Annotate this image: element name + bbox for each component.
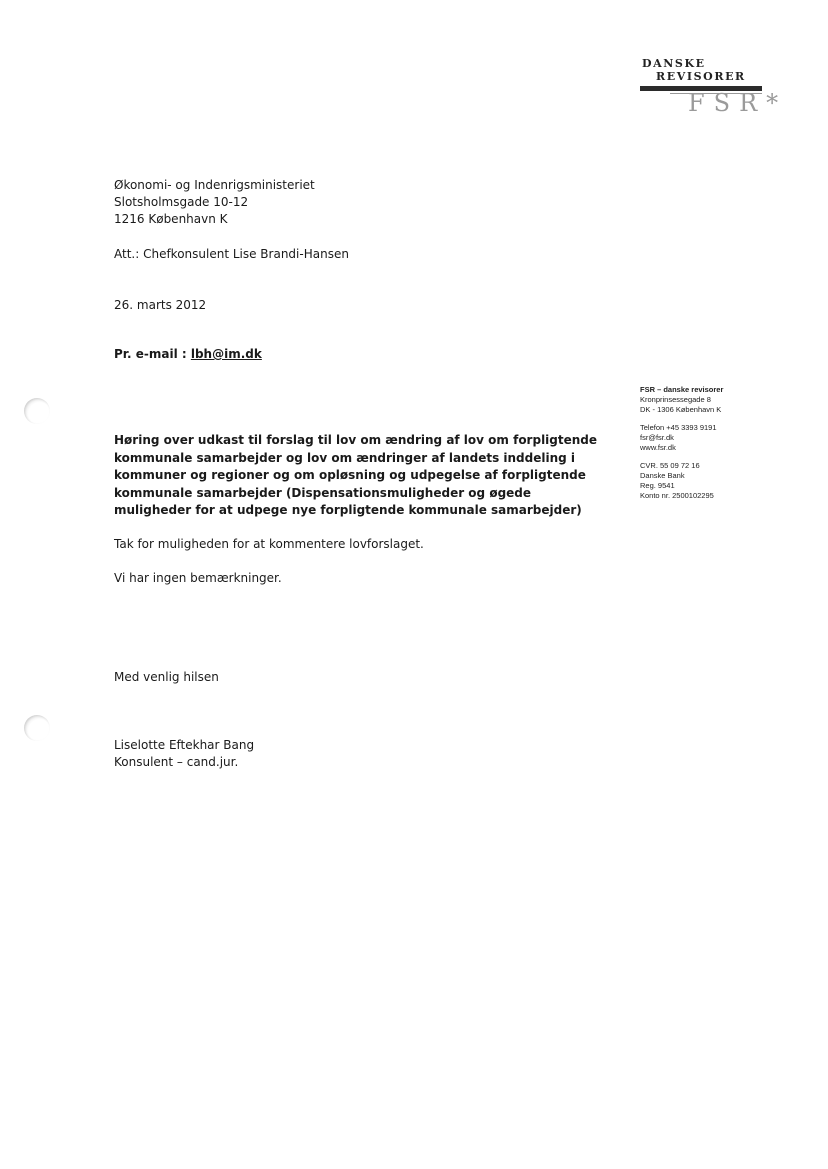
sidebar-account: Konto nr. 2500102295	[640, 491, 714, 500]
sidebar-bank-name: Danske Bank	[640, 471, 685, 480]
sidebar-letterhead	[640, 385, 723, 501]
sidebar-spacer	[640, 453, 723, 461]
subject-line: kommunale samarbejder og lov om ændringer af landets inddeling i	[114, 450, 576, 465]
sidebar-address-line: Kronprinsessegade 8	[640, 395, 711, 404]
attention-line: Att.: Chefkonsulent Lise Brandi-Hansen	[114, 247, 349, 261]
sidebar-cvr: CVR. 55 09 72 16	[640, 461, 700, 470]
logo-text-danske: DANSKE	[642, 57, 706, 70]
sidebar-email[interactable]: fsr@fsr.dk	[640, 433, 674, 442]
sidebar-spacer	[640, 415, 723, 423]
letter-date: 26. marts 2012	[114, 298, 207, 312]
sidebar-website[interactable]: www.fsr.dk	[640, 443, 676, 452]
email-prefix: Pr. e-mail :	[114, 347, 191, 361]
logo-fsr-mark: FSR*	[688, 89, 788, 117]
signature-title: Konsulent – cand.jur.	[114, 755, 239, 769]
email-line	[114, 346, 262, 363]
subject-line: kommuner og regioner og om opløsning og udpegelse af forpligtende	[114, 468, 586, 482]
subject-line: muligheder for at udpege nye forpligtende kommunale samarbejder)	[114, 503, 582, 517]
body-paragraph-2: Vi har ingen bemærkninger.	[114, 571, 282, 585]
sidebar-reg: Reg. 9541	[640, 481, 675, 490]
signature-name: Liselotte Eftekhar Bang	[114, 738, 255, 752]
sidebar-address-line: DK - 1306 København K	[640, 405, 722, 414]
recipient-line: Slotsholmsgade 10-12	[114, 195, 249, 209]
logo-text-revisorer: REVISORER	[656, 70, 746, 83]
punch-hole-bottom	[24, 715, 50, 741]
sidebar-phone: Telefon +45 3393 9191	[640, 423, 717, 432]
recipient-line: Økonomi- og Indenrigsministeriet	[114, 178, 315, 192]
subject-heading	[114, 432, 597, 520]
closing: Med venlig hilsen	[114, 670, 219, 684]
sidebar-org: FSR – danske revisorer	[640, 385, 724, 394]
recipient-line: 1216 København K	[114, 212, 228, 226]
email-link[interactable]: lbh@im.dk	[190, 347, 262, 361]
signature-block	[114, 737, 254, 771]
body-paragraph-1: Tak for muligheden for at kommentere lovforslaget.	[114, 537, 424, 551]
recipient-address	[114, 177, 315, 228]
subject-line: Høring over udkast til forslag til lov om ændring af lov om forpligtende	[114, 433, 598, 447]
subject-line: kommunale samarbejder (Dispensationsmuligheder og øgede	[114, 485, 532, 500]
punch-hole-top	[24, 398, 50, 424]
fsr-logo	[640, 57, 788, 119]
